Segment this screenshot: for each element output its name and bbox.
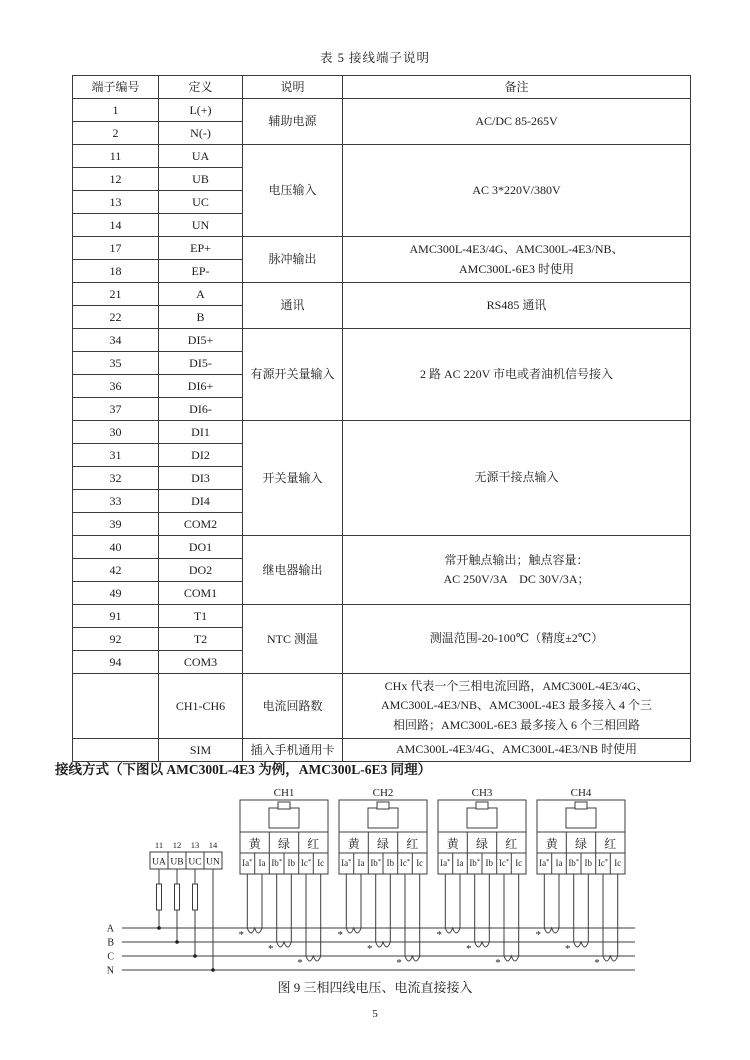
ct-coil: [574, 942, 589, 947]
table-row: [73, 283, 691, 306]
polarity-mark: *: [564, 943, 571, 955]
ct-terminal-label: Ic: [416, 858, 424, 868]
ct-terminal-label: Ia: [555, 858, 563, 868]
rj45-connector-icon: [467, 808, 497, 828]
wire-color-label: 绿: [277, 837, 291, 851]
definition-cell: COM3: [159, 651, 243, 674]
definition-cell: A: [159, 283, 243, 306]
definition-cell: L(+): [159, 99, 243, 122]
wire-color-label: 红: [604, 837, 617, 851]
terminal-no-cell: 32: [73, 467, 159, 490]
terminal-no-cell: 13: [73, 191, 159, 214]
remark-line: AC 3*220V/380V: [472, 182, 561, 197]
table-row: [73, 329, 691, 352]
terminal-no-cell: 40: [73, 536, 159, 559]
ct-coil: [376, 942, 391, 947]
polarity-mark: *: [396, 957, 402, 969]
remark-cell: [343, 145, 691, 237]
remark-line: 相回路；AMC300L-6E3 最多接入 6 个三相回路: [393, 717, 640, 732]
bus-label-c: C: [107, 951, 114, 963]
ct-terminal-label: Ib*: [370, 858, 382, 868]
table-row: [73, 99, 691, 122]
wiring-diagram: [0, 778, 750, 1018]
remark-line: 无源干接点输入: [474, 470, 559, 485]
remark-cell: [343, 605, 691, 674]
polarity-mark: *: [535, 929, 542, 941]
voltage-terminal-label: UC: [188, 857, 202, 868]
ct-coil: [504, 956, 519, 961]
definition-cell: T2: [159, 628, 243, 651]
ct-terminal-label: Ic*: [399, 858, 411, 868]
terminal-no-cell: 17: [73, 237, 159, 260]
ct-coil: [544, 928, 559, 933]
terminal-no-cell: 14: [73, 214, 159, 237]
ct-coil: [277, 942, 292, 947]
definition-cell: EP+: [159, 237, 243, 260]
remark-line: 测温范围-20-100℃（精度±2℃）: [429, 631, 604, 646]
bus-label-b: B: [107, 937, 114, 949]
description-cell: 电流回路数: [243, 674, 343, 739]
page-number: 5: [372, 1008, 378, 1020]
terminal-no-cell: 36: [73, 375, 159, 398]
definition-cell: UN: [159, 214, 243, 237]
polarity-mark: *: [337, 929, 344, 941]
remark-line: CHx 代表一个三相电流回路，AMC300L-4E3/4G、: [384, 679, 649, 694]
table-row: [73, 536, 691, 559]
description-cell: 插入手机通用卡: [243, 739, 343, 762]
terminal-no-cell: 34: [73, 329, 159, 352]
ct-terminal-label: Ib*: [568, 858, 580, 868]
definition-cell: T1: [159, 605, 243, 628]
definition-cell: DI5-: [159, 352, 243, 375]
remark-line: AC 250V/3A DC 30V/3A；: [443, 572, 590, 586]
terminal-no-cell: 42: [73, 559, 159, 582]
description-cell: 开关量输入: [243, 421, 343, 536]
terminal-no-cell: 12: [73, 168, 159, 191]
wire-color-label: 绿: [475, 837, 489, 851]
definition-cell: DI2: [159, 444, 243, 467]
description-cell: 电压输入: [243, 145, 343, 237]
definition-cell: COM2: [159, 513, 243, 536]
definition-cell: UC: [159, 191, 243, 214]
ct-terminal-label: Ib: [485, 858, 494, 868]
polarity-mark: *: [297, 957, 303, 969]
channel-label: CH4: [570, 787, 592, 799]
remark-line: 2 路 AC 220V 市电或者油机信号接入: [419, 366, 614, 381]
header-description: 说明: [243, 76, 343, 99]
remark-cell: [343, 237, 691, 283]
ct-terminal-label: Ic: [317, 858, 325, 868]
remark-cell: [343, 421, 691, 536]
remark-line: AMC300L-6E3 时使用: [459, 261, 574, 276]
voltage-terminal-number: 11: [154, 840, 164, 850]
voltage-terminal-number: 14: [208, 840, 218, 850]
definition-cell: DO1: [159, 536, 243, 559]
voltage-terminal-strip: [150, 840, 222, 972]
ct-terminal-label: Ib*: [271, 858, 283, 868]
table-row: [73, 237, 691, 260]
polarity-mark: *: [465, 943, 472, 955]
ct-coil: [247, 928, 262, 933]
ct-terminal-label: Ib: [386, 858, 395, 868]
table-row: [73, 145, 691, 168]
polarity-mark: *: [267, 943, 274, 955]
polarity-mark: *: [495, 957, 501, 969]
definition-cell: DI1: [159, 421, 243, 444]
remark-line: RS485 通讯: [486, 297, 547, 312]
channel-label: CH3: [471, 787, 493, 799]
definition-cell: DO2: [159, 559, 243, 582]
terminal-no-cell: 37: [73, 398, 159, 421]
ct-coil: [603, 956, 618, 961]
ct-terminal-label: Ib: [287, 858, 296, 868]
remark-line: 常开触点输出；触点容量：: [444, 552, 589, 567]
table-header-row: [73, 76, 691, 99]
channel-label: CH2: [372, 787, 394, 799]
figure-caption: 图 9 三相四线电压、电流直接接入: [277, 980, 473, 995]
description-cell: 有源开关量输入: [243, 329, 343, 421]
voltage-terminal-number: 12: [172, 840, 182, 850]
table-row: [73, 421, 691, 444]
remark-cell: [343, 329, 691, 421]
terminal-no-cell: 30: [73, 421, 159, 444]
definition-cell: COM1: [159, 582, 243, 605]
terminal-no-cell: 22: [73, 306, 159, 329]
definition-cell: EP-: [159, 260, 243, 283]
table-title: 表 5 接线端子说明: [319, 51, 430, 65]
wire-color-label: 绿: [376, 837, 390, 851]
ct-terminal-label: Ic*: [300, 858, 312, 868]
description-cell: 继电器输出: [243, 536, 343, 605]
channel-label: CH1: [273, 787, 295, 799]
fuse-symbol: [175, 884, 180, 910]
polarity-mark: *: [238, 929, 245, 941]
remark-line: AMC300L-4E3/4G、AMC300L-4E3/NB 时使用: [396, 742, 637, 757]
definition-cell: DI5+: [159, 329, 243, 352]
definition-cell: DI6-: [159, 398, 243, 421]
ct-coil: [306, 956, 321, 961]
definition-cell: CH1-CH6: [159, 674, 243, 739]
rj45-connector-icon: [368, 808, 398, 828]
ct-coil: [346, 928, 361, 933]
ct-coil: [475, 942, 490, 947]
terminal-no-cell: 18: [73, 260, 159, 283]
wire-color-label: 红: [406, 837, 419, 851]
voltage-terminal-label: UN: [206, 857, 220, 868]
polarity-mark: *: [436, 929, 443, 941]
remark-line: AMC300L-4E3/4G、AMC300L-4E3/NB、: [409, 242, 624, 257]
remark-line: AMC300L-4E3/NB、AMC300L-4E3 最多接入 4 个三: [381, 698, 652, 713]
ct-coil: [445, 928, 460, 933]
definition-cell: SIM: [159, 739, 243, 762]
terminal-no-cell: 33: [73, 490, 159, 513]
rj45-connector-icon: [566, 808, 596, 828]
definition-cell: B: [159, 306, 243, 329]
ct-terminal-label: Ib*: [469, 858, 481, 868]
terminal-table: [72, 75, 691, 762]
description-cell: 辅助电源: [243, 99, 343, 145]
wiring-mode-heading: 接线方式（下图以 AMC300L-4E3 为例，AMC300L-6E3 同理）: [55, 762, 432, 777]
description-cell: 通讯: [243, 283, 343, 329]
polarity-mark: *: [594, 957, 600, 969]
remark-line: AC/DC 85-265V: [475, 113, 558, 128]
definition-cell: UA: [159, 145, 243, 168]
fuse-symbol: [157, 884, 162, 910]
remark-cell: [343, 674, 691, 739]
remark-cell: [343, 99, 691, 145]
polarity-mark: *: [366, 943, 373, 955]
rj45-connector-icon: [269, 808, 299, 828]
terminal-no-cell: 2: [73, 122, 159, 145]
description-cell: NTC 测温: [243, 605, 343, 674]
bus-label-n: N: [106, 965, 114, 977]
ct-terminal-label: Ia*: [242, 858, 253, 868]
terminal-no-cell: 21: [73, 283, 159, 306]
wire-color-label: 黄: [545, 837, 558, 851]
ct-terminal-label: Ic: [515, 858, 523, 868]
ct-terminal-label: Ia*: [440, 858, 451, 868]
header-terminal-no: 端子编号: [73, 76, 159, 99]
terminal-no-cell: 94: [73, 651, 159, 674]
definition-cell: N(-): [159, 122, 243, 145]
wire-color-label: 绿: [574, 837, 588, 851]
remark-cell: [343, 283, 691, 329]
definition-cell: DI6+: [159, 375, 243, 398]
terminal-no-cell: 31: [73, 444, 159, 467]
description-cell: 脉冲输出: [243, 237, 343, 283]
header-remark: 备注: [343, 76, 691, 99]
ct-terminal-label: Ia*: [539, 858, 550, 868]
bus-label-a: A: [106, 923, 114, 935]
ct-terminal-label: Ib: [584, 858, 593, 868]
definition-cell: UB: [159, 168, 243, 191]
header-definition: 定义: [159, 76, 243, 99]
ct-terminal-label: Ic*: [498, 858, 510, 868]
terminal-no-cell: [73, 674, 159, 739]
fuse-symbol: [193, 884, 198, 910]
remark-cell: [343, 536, 691, 605]
wire-color-label: 黄: [446, 837, 459, 851]
terminal-no-cell: 92: [73, 628, 159, 651]
wire-color-label: 红: [307, 837, 320, 851]
ct-terminal-label: Ia*: [341, 858, 352, 868]
terminal-no-cell: 39: [73, 513, 159, 536]
wire-color-label: 黄: [248, 837, 261, 851]
wire-color-label: 红: [505, 837, 518, 851]
ct-coil: [405, 956, 420, 961]
ct-terminal-label: Ia: [456, 858, 464, 868]
terminal-no-cell: 1: [73, 99, 159, 122]
terminal-no-cell: 49: [73, 582, 159, 605]
definition-cell: DI3: [159, 467, 243, 490]
ct-terminal-label: Ia: [258, 858, 266, 868]
definition-cell: DI4: [159, 490, 243, 513]
ct-terminal-label: Ic: [614, 858, 622, 868]
voltage-terminal-number: 13: [190, 840, 200, 850]
terminal-no-cell: 91: [73, 605, 159, 628]
voltage-terminal-label: UB: [170, 857, 184, 868]
wire-color-label: 黄: [347, 837, 360, 851]
terminal-no-cell: 35: [73, 352, 159, 375]
voltage-terminal-label: UA: [152, 857, 166, 868]
ct-terminal-label: Ic*: [597, 858, 609, 868]
terminal-no-cell: 11: [73, 145, 159, 168]
table-row: [73, 605, 691, 628]
ct-terminal-label: Ia: [357, 858, 365, 868]
table-row: [73, 674, 691, 739]
